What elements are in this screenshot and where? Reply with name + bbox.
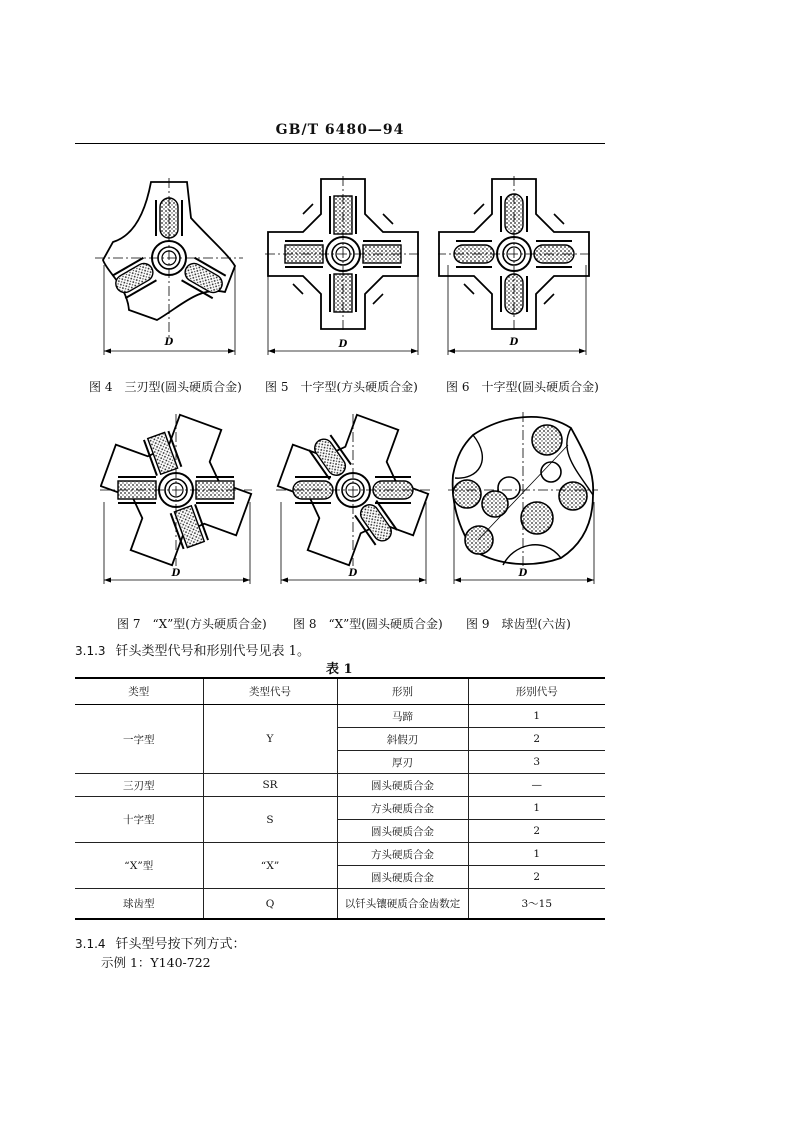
table-row <box>75 774 605 797</box>
table-row <box>75 705 605 728</box>
header-type-code: 类型代号 <box>203 678 337 705</box>
figure-6-caption: 图 6 十字型(圆头硬质合金) <box>446 380 599 394</box>
table-row <box>75 843 605 866</box>
type-code-cell: “X” <box>203 843 337 889</box>
example-1: 示例 1：Y140-722 <box>101 955 211 970</box>
type-code-cell: Y <box>203 705 337 774</box>
figure-6-cross-bit-round <box>438 175 593 370</box>
form-cell: 圆头硬质合金 <box>337 820 468 843</box>
table-header-row <box>75 678 605 705</box>
type-code-cell: SR <box>203 774 337 797</box>
type-cell: 十字型 <box>75 797 203 843</box>
form-cell: 厚刃 <box>337 751 468 774</box>
section-text: 钎头型号按下列方式： <box>115 937 246 952</box>
figure-4-caption: 图 4 三刃型(圆头硬质合金) <box>89 380 242 394</box>
form-cell: 马蹄 <box>337 705 468 728</box>
header-type: 类型 <box>75 678 203 705</box>
form-cell: 方头硬质合金 <box>337 797 468 820</box>
figure-5-cross-bit-square <box>265 175 420 370</box>
figure-9-caption: 图 9 球齿型(六齿) <box>466 617 571 631</box>
type-code-cell: S <box>203 797 337 843</box>
form-code-cell: 2 <box>468 728 605 751</box>
form-code-cell: 2 <box>468 820 605 843</box>
section-number: 3.1.4 <box>75 937 106 951</box>
form-code-cell: 1 <box>468 797 605 820</box>
type-cell: 球齿型 <box>75 889 203 920</box>
table-row <box>75 889 605 920</box>
section-text: 钎头类型代号和形别代号见表 1。 <box>115 644 310 659</box>
header-form: 形别 <box>337 678 468 705</box>
figure-9-button-bit <box>448 412 598 597</box>
header-rule <box>75 143 605 144</box>
figure-9-dim-label: D <box>518 568 528 579</box>
section-3-1-3 <box>75 640 310 659</box>
form-cell: 以钎头镶硬质合金齿数定 <box>337 889 468 920</box>
type-cell: 三刃型 <box>75 774 203 797</box>
figure-7-dim-label: D <box>171 568 181 579</box>
form-code-cell: 3 <box>468 751 605 774</box>
type-cell: “X”型 <box>75 843 203 889</box>
figure-4-three-blade-bit <box>95 175 245 370</box>
table-title: 表 1 <box>326 662 353 677</box>
form-code-cell: 1 <box>468 843 605 866</box>
section-3-1-4 <box>75 933 246 952</box>
figure-7-caption: 图 7 “X”型(方头硬质合金) <box>117 617 267 631</box>
figure-8-dim-label: D <box>348 568 358 579</box>
page-header: GB/T 6480—94 <box>275 122 405 138</box>
form-cell: 圆头硬质合金 <box>337 866 468 889</box>
type-cell: 一字型 <box>75 705 203 774</box>
form-code-cell: 3～15 <box>468 889 605 920</box>
form-cell: 方头硬质合金 <box>337 843 468 866</box>
form-cell: 斜假刃 <box>337 728 468 751</box>
figure-5-dim-label: D <box>338 339 348 350</box>
section-number: 3.1.3 <box>75 644 106 658</box>
figure-8-caption: 图 8 “X”型(圆头硬质合金) <box>293 617 443 631</box>
figure-4-dim-label: D <box>164 337 174 348</box>
figure-5-caption: 图 5 十字型(方头硬质合金) <box>265 380 418 394</box>
table-row <box>75 797 605 820</box>
figure-7-x-bit-square <box>100 412 255 597</box>
figure-6-dim-label: D <box>509 337 519 348</box>
form-code-cell: — <box>468 774 605 797</box>
figure-8-x-bit-round <box>276 412 431 597</box>
form-cell: 圆头硬质合金 <box>337 774 468 797</box>
form-code-cell: 2 <box>468 866 605 889</box>
header-form-code: 形别代号 <box>468 678 605 705</box>
table-1 <box>75 677 605 920</box>
type-code-cell: Q <box>203 889 337 920</box>
form-code-cell: 1 <box>468 705 605 728</box>
